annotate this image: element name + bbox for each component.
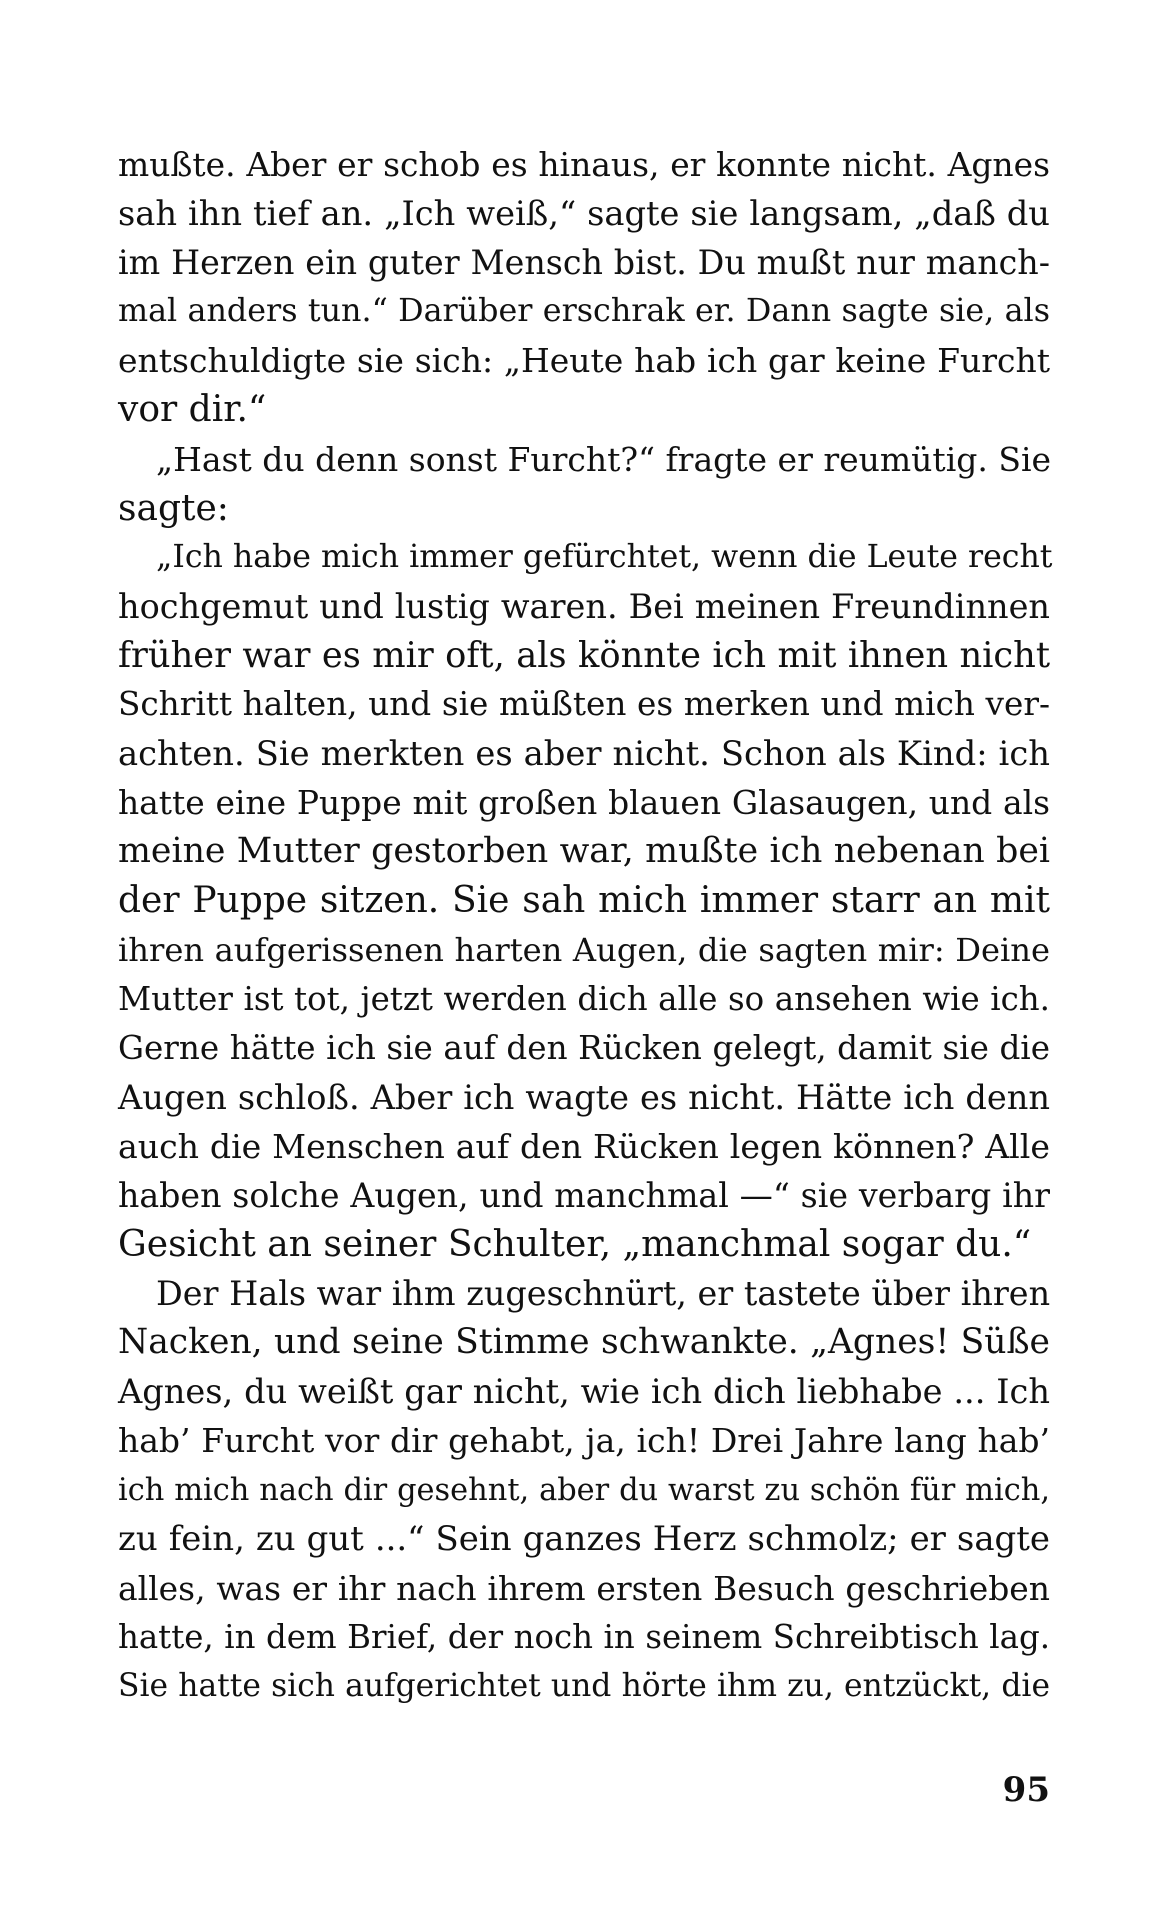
text-line: hab’ Furcht vor dir gehabt, ja, ich! Drei Jahre lang hab’: [118, 1421, 1050, 1461]
text-line: entschuldigte sie sich: „Heute hab ich gar keine Furcht: [118, 341, 1050, 381]
text-line: sah ihn tief an. „Ich weiß,“ sagte sie langsam, „daß du: [118, 194, 1050, 234]
text-line: Augen schloß. Aber ich wagte es nicht. Hätte ich denn: [118, 1077, 1050, 1117]
text-line: Nacken, und seine Stimme schwankte. „Agnes! Süße: [118, 1322, 1050, 1363]
text-line: haben solche Augen, und manchmal —“ sie verbarg ihr: [118, 1175, 1050, 1215]
text-line: Schritt halten, und sie müßten es merken und mich ver-: [118, 685, 1050, 724]
text-line: auch die Menschen auf den Rücken legen können? Alle: [118, 1126, 1050, 1166]
text-line: hochgemut und lustig waren. Bei meinen Freundinnen: [118, 586, 1050, 626]
text-line: alles, was er ihr nach ihrem ersten Besuch geschrieben: [118, 1568, 1050, 1608]
text-line: der Puppe sitzen. Sie sah mich immer starr an mit: [118, 880, 1050, 922]
text-line: ich mich nach dir gesehnt, aber du warst zu schön für mich,: [118, 1472, 1050, 1508]
text-line: sagte:: [118, 487, 229, 529]
text-line: hatte eine Puppe mit großen blauen Glasaugen, und als: [118, 783, 1050, 823]
text-line: zu fein, zu gut ...“ Sein ganzes Herz schmolz; er sagte: [118, 1518, 1050, 1559]
text-line: Gesicht an seiner Schulter, „manchmal sogar du.“: [118, 1224, 1032, 1266]
text-line: Gerne hätte ich sie auf den Rücken gelegt, damit sie die: [118, 1028, 1050, 1067]
text-line: meine Mutter gestorben war, mußte ich nebenan bei: [118, 831, 1050, 872]
text-line: Agnes, du weißt gar nicht, wie ich dich liebhabe ... Ich: [118, 1372, 1050, 1412]
paragraph: [118, 140, 1050, 435]
text-line: Mutter ist tot, jetzt werden dich alle so ansehen wie ich.: [118, 979, 1050, 1018]
text-line: mußte. Aber er schob es hinaus, er konnte nicht. Agnes: [118, 145, 1050, 184]
text-line: „Ich habe mich immer gefürchtet, wenn die Leute recht: [156, 538, 1053, 575]
text-line: Sie hatte sich aufgerichtet und hörte ihm zu, entzückt, die: [118, 1667, 1050, 1704]
body-text: [118, 140, 1053, 1711]
text-line: vor dir.“: [118, 389, 267, 431]
text-line: mal anders tun.“ Darüber erschrak er. Dann sagte sie, als: [118, 293, 1050, 330]
paragraph: [118, 435, 1050, 533]
text-line: hatte, in dem Brief, der noch in seinem Schreibtisch lag.: [118, 1617, 1050, 1656]
page-number: 95: [1002, 1770, 1050, 1810]
text-line: achten. Sie merkten es aber nicht. Schon als Kind: ich: [118, 734, 1050, 774]
text-line: im Herzen ein guter Mensch bist. Du mußt nur manch-: [118, 243, 1050, 283]
text-line: ihren aufgerissenen harten Augen, die sagten mir: Deine: [118, 930, 1050, 969]
text-line: früher war es mir oft, als könnte ich mit ihnen nicht: [118, 634, 1050, 676]
text-line: Der Hals war ihm zugeschnürt, er tastete über ihren: [156, 1274, 1051, 1314]
paragraph: [118, 1269, 1050, 1711]
paragraph: [118, 533, 1053, 1269]
text-line: „Hast du denn sonst Furcht?“ fragte er reumütig. Sie: [156, 439, 1052, 479]
